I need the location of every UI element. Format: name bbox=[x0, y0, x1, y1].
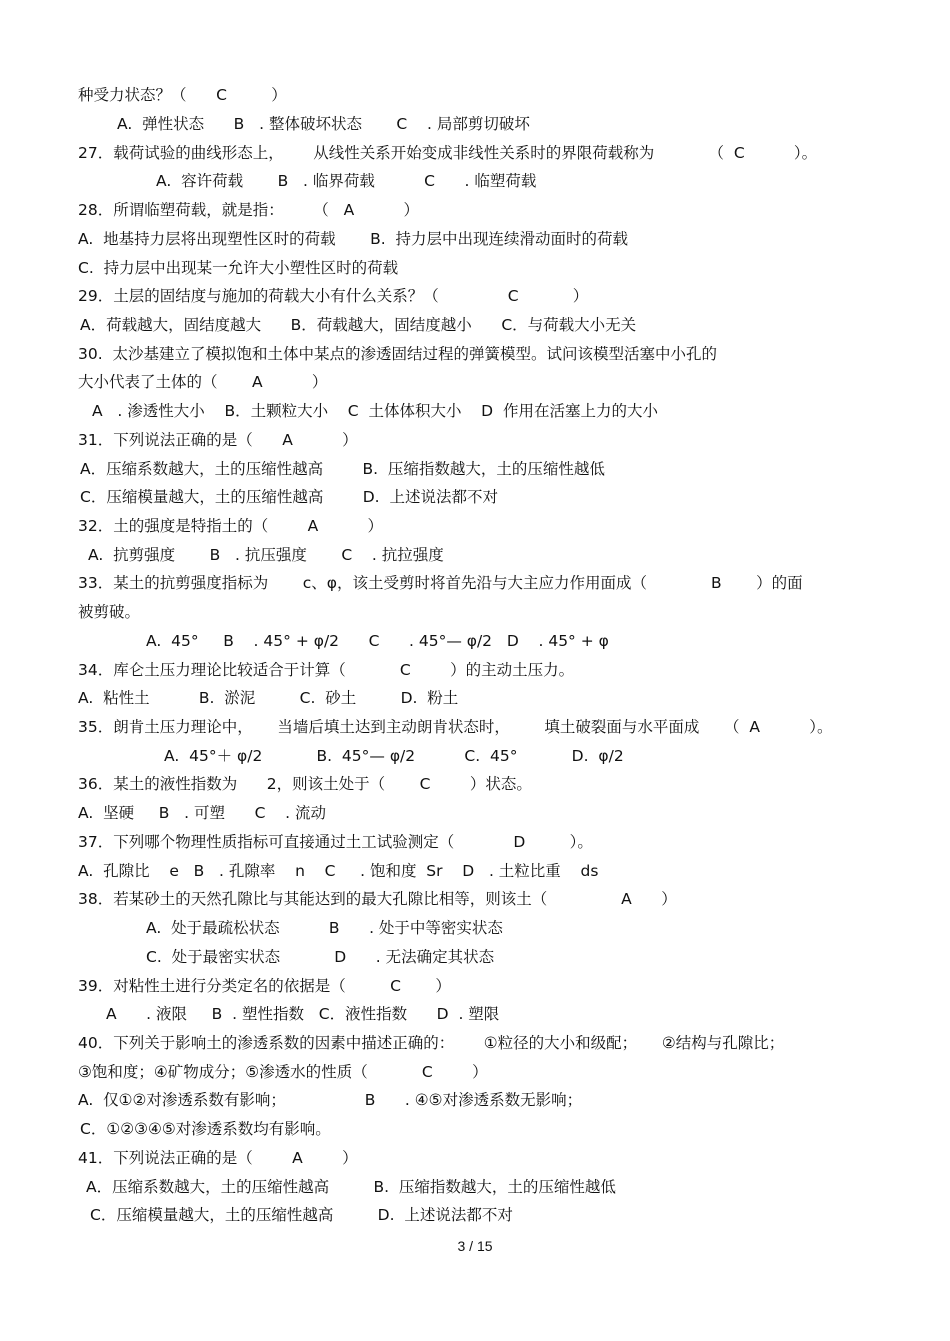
text-line: ③饱和度；④矿物成分；⑤渗透水的性质（ C ） bbox=[78, 1063, 488, 1081]
text-line: C. 处于最密实状态 D . 无法确定其状态 bbox=[146, 948, 495, 966]
text-line: A. 地基持力层将出现塑性区时的荷载 B. 持力层中出现连续滑动面时的荷载 bbox=[78, 230, 629, 248]
text-line: A. 坚硬 B . 可塑 C . 流动 bbox=[78, 804, 326, 822]
text-line: 30. 太沙基建立了模拟饱和土体中某点的渗透固结过程的弹簧模型。试问该模型活塞中小孔的 bbox=[78, 345, 718, 363]
text-line: A．荷载越大，固结度越大 B．荷载越大，固结度越小 C．与荷载大小无关 bbox=[80, 316, 637, 334]
text-line: 29．土层的固结度与施加的荷载大小有什么关系？（ C ） bbox=[78, 287, 589, 305]
text-line: 种受力状态？（ C ） bbox=[78, 86, 287, 104]
text-line: 31．下列说法正确的是（ A ） bbox=[78, 431, 358, 449]
text-line: A. 孔隙比 e B . 孔隙率 n C . 饱和度 Sr D . 土粒比重 ds bbox=[78, 862, 599, 880]
text-line: A. 粘性土 B. 淤泥 C. 砂土 D. 粉土 bbox=[78, 689, 459, 707]
text-line: A. 45°＋ φ/2 B. 45°— φ/2 C. 45° D. φ/2 bbox=[164, 747, 624, 765]
text-line: A . 液限 B . 塑性指数 C．液性指数 D . 塑限 bbox=[106, 1005, 500, 1023]
text-line: C．①②③④⑤对渗透系数均有影响。 bbox=[80, 1120, 331, 1138]
text-line: 28．所谓临塑荷载，就是指： （ A ） bbox=[78, 201, 419, 219]
text-line: C．压缩模量越大，土的压缩性越高 D. 上述说法都不对 bbox=[90, 1206, 513, 1224]
text-line: 大小代表了土体的（ A ） bbox=[78, 373, 328, 391]
text-line: A. 仅①②对渗透系数有影响； B . ④⑤对渗透系数无影响； bbox=[78, 1091, 583, 1109]
text-line: 35．朗肯土压力理论中， 当墙后填土达到主动朗肯状态时， 填土破裂面与水平面成 （ A ）。 bbox=[78, 718, 833, 736]
text-line: A. 抗剪强度 B . 抗压强度 C . 抗拉强度 bbox=[88, 546, 444, 564]
text-line: 39．对粘性土进行分类定名的依据是（ C ） bbox=[78, 977, 451, 995]
text-line: 34．库仑土压力理论比较适合于计算（ C ）的主动土压力。 bbox=[78, 661, 575, 679]
text-line: 38．若某砂土的天然孔隙比与其能达到的最大孔隙比相等，则该土（ A ） bbox=[78, 890, 677, 908]
text-line: 40．下列关于影响土的渗透系数的因素中描述正确的： ①粒径的大小和级配； ②结构与孔隙比； bbox=[78, 1034, 785, 1052]
text-line: 被剪破。 bbox=[78, 603, 141, 621]
text-line: A. 容许荷载 B . 临界荷载 C . 临塑荷载 bbox=[156, 172, 537, 190]
page-number: 3 / 15 bbox=[457, 1238, 493, 1254]
text-line: A．压缩系数越大，土的压缩性越高 B. 压缩指数越大，土的压缩性越低 bbox=[80, 460, 605, 478]
text-line: 32．土的强度是特指土的（ A ） bbox=[78, 517, 384, 535]
text-line: A. 处于最疏松状态 B . 处于中等密实状态 bbox=[146, 919, 503, 937]
text-line: C．压缩模量越大，土的压缩性越高 D. 上述说法都不对 bbox=[80, 488, 498, 506]
text-line: A. 45° B . 45° + φ/2 C . 45°— φ/2 D . 45° + φ bbox=[146, 632, 609, 650]
text-line: 41．下列说法正确的是（ A ） bbox=[78, 1149, 358, 1167]
text-line: C. 持力层中出现某一允许大小塑性区时的荷载 bbox=[78, 259, 399, 277]
text-line: A. 弹性状态 B . 整体破坏状态 C . 局部剪切破坏 bbox=[117, 115, 530, 133]
text-line: 33．某土的抗剪强度指标为 c、φ，该土受剪时将首先沿与大主应力作用面成（ B ）的面 bbox=[78, 574, 803, 592]
text-line: 36．某土的液性指数为 2，则该土处于（ C ）状态。 bbox=[78, 775, 532, 793]
text-line: A．压缩系数越大，土的压缩性越高 B. 压缩指数越大，土的压缩性越低 bbox=[86, 1178, 616, 1196]
text-line: 37．下列哪个物理性质指标可直接通过土工试验测定（ D ）。 bbox=[78, 833, 593, 851]
text-line: 27．载荷试验的曲线形态上， 从线性关系开始变成非线性关系时的界限荷载称为 （ C ）。 bbox=[78, 144, 818, 162]
text-line: A . 渗透性大小 B．土颗粒大小 C 土体体积大小 D 作用在活塞上力的大小 bbox=[92, 402, 658, 420]
